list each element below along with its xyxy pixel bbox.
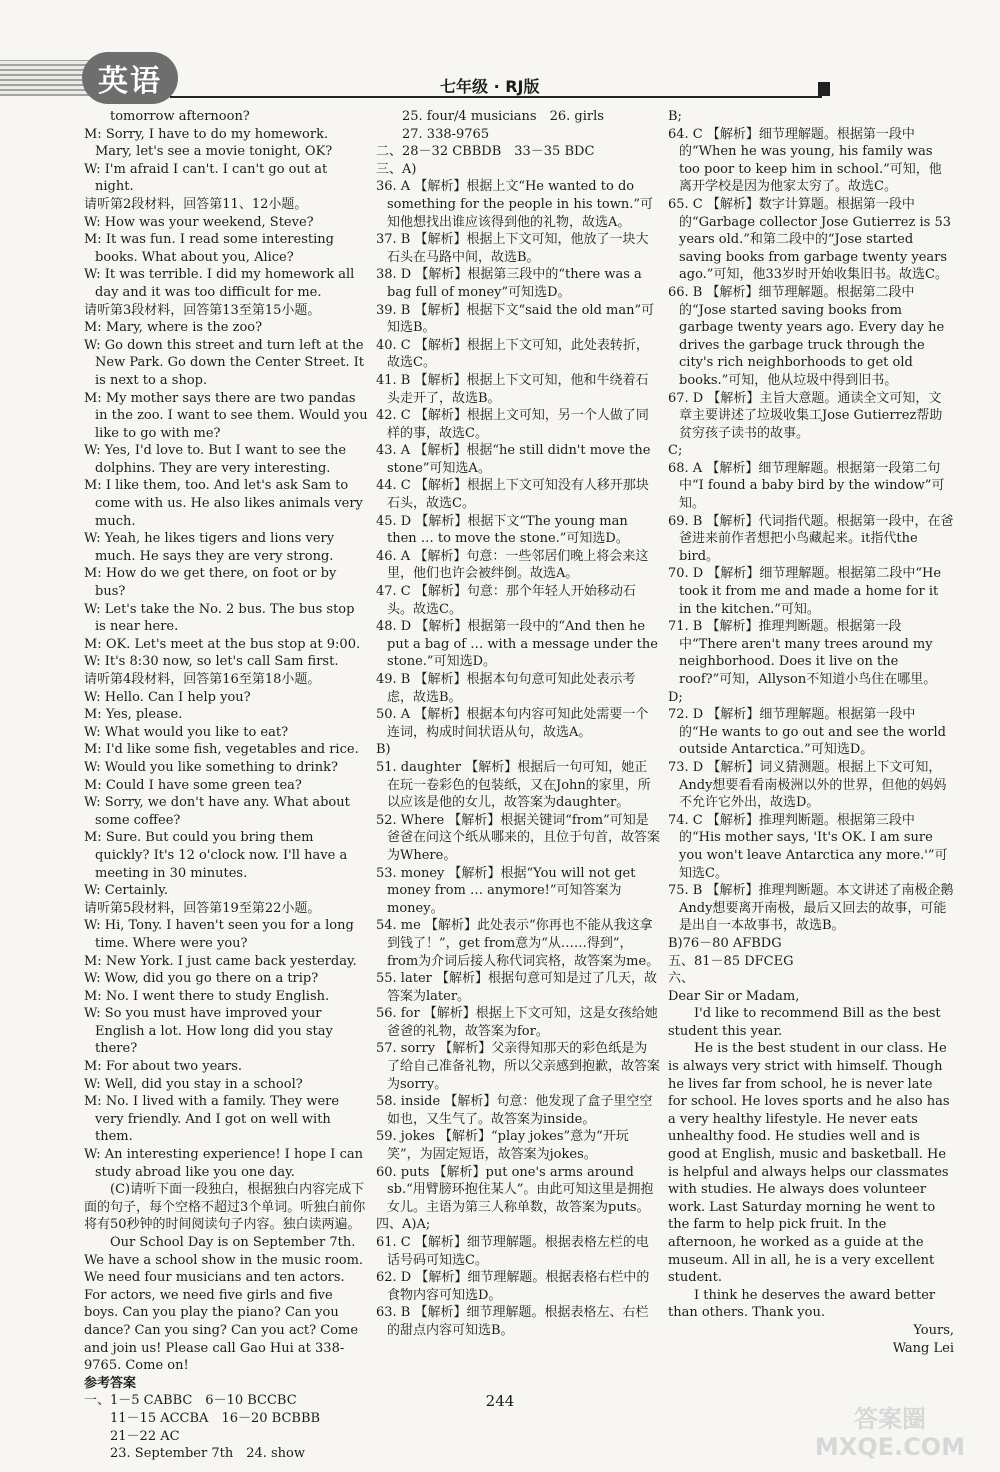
text-line: M: Yes, please. <box>84 707 183 723</box>
text-line: M: How do we get there, on foot or by bus? <box>84 566 337 600</box>
text-line: 三、A) <box>376 161 417 177</box>
text-line: B) <box>376 742 391 758</box>
text-line: 一、1－5 CABBC 6－10 BCCBC <box>84 1393 297 1409</box>
header-rule <box>170 96 822 98</box>
text-line: 42. C 【解析】根据上文可知，另一个人做了同样的事，故选C。 <box>376 408 649 441</box>
watermark-logo: 答案圈 MXQE.COM <box>814 1405 966 1461</box>
text-line: M: Sure. But could you bring them quickly? It's 12 o'clock now. I'll have a meeting in 30 minutes. <box>84 830 348 881</box>
subject-logo: 英语 <box>82 52 178 104</box>
text-line: 73. D 【解析】词义猜测题。根据上下文可知，Andy想要看看南极洲以外的世界，但他的妈妈不允许它外出，故选D。 <box>668 759 947 811</box>
text-line: 48. D 【解析】根据第一段中的“And then he put a bag of … with a message under the stone.”可知选D。 <box>376 619 658 670</box>
text-line: 54. me 【解析】此处表示“你再也不能从我这拿到钱了！”，get from意为“从……得到”，from为介词后接人称代词宾格，故答案为me。 <box>376 918 660 969</box>
text-line: 60. puts 【解析】put one's arms around sb.“用臂膀环抱住某人”。由此可知这里是拥抱女儿。主语为第三人称单数，故答案为puts。 <box>376 1164 654 1215</box>
text-line: C; <box>668 443 683 459</box>
text-line: 67. D 【解析】主旨大意题。通读全文可知，文章主要讲述了垃圾收集工Jose Gutierrez帮助贫穷孩子读书的故事。 <box>668 390 943 441</box>
text-line: Wang Lei <box>892 1340 954 1356</box>
text-line: 56. for 【解析】根据上下文可知，这是女孩给她爸爸的礼物，故答案为for。 <box>376 1006 658 1039</box>
text-line: M: Mary, where is the zoo? <box>84 320 263 336</box>
text-line: 63. B 【解析】细节理解题。根据表格左、右栏的甜点内容可知选B。 <box>376 1305 649 1338</box>
column-right <box>668 108 954 1357</box>
column-middle <box>376 108 660 1340</box>
text-line: 74. C 【解析】推理判断题。根据第三段中的“His mother says, 'It's OK. I am sure you won't leave Antarctica any more.'”可知选C。 <box>668 812 948 881</box>
text-line: M: Could I have some green tea? <box>84 777 302 793</box>
text-line: B; <box>668 109 682 124</box>
text-line: 68. A 【解析】细节理解题。根据第一段第二句中“I found a baby bird by the window”可知。 <box>668 460 945 512</box>
text-line: 五、81－85 DFCEG <box>668 953 794 969</box>
text-line: 57. sorry 【解析】父亲得知那天的彩色纸是为了给自己准备礼物，所以父亲感到抱歉，故答案为sorry。 <box>376 1041 661 1092</box>
text-line: 75. B 【解析】推理判断题。本文讲述了南极企鹅Andy想要离开南极，最后又回去的故事，可能是出自一本故事书，故选B。 <box>668 883 954 934</box>
text-line: 二、28－32 CBBDB 33－35 BDC <box>376 144 595 160</box>
text-line: 62. D 【解析】细节理解题。根据表格右栏中的食物内容可知选D。 <box>376 1270 650 1303</box>
text-line: M: It was fun. I read some interesting books. What about you, Alice? <box>84 232 334 265</box>
text-line: 64. C 【解析】细节理解题。根据第一段中的“When he was young, his family was too poor to keep him in school.”可知，他离开学校是因为他家太穷了。故选C。 <box>668 126 942 195</box>
text-line: 请听第5段材料，回答第19至第22小题。 <box>84 900 321 916</box>
text-line: W: It's 8:30 now, so let's call Sam first. <box>84 654 339 670</box>
text-line: W: So you must have improved your English a lot. How long did you stay there? <box>84 1006 333 1057</box>
text-line: B)76－80 AFBDG <box>668 935 782 951</box>
text-line: 请听第3段材料，回答第13至第15小题。 <box>84 302 321 318</box>
text-line: 44. C 【解析】根据上下文可知没有人移开那块石头，故选C。 <box>376 478 649 512</box>
header-block-icon <box>818 82 830 96</box>
text-line: 58. inside 【解析】句意：他发现了盒子里空空如也，又生气了。故答案为inside。 <box>376 1094 653 1127</box>
text-line: 23. September 7th 24. show <box>110 1446 306 1462</box>
text-line: 72. D 【解析】细节理解题。根据第一段中的“He wants to go out and see the world outside Antarctica.”可知选D。 <box>668 707 946 758</box>
text-line: He is the best student in our class. He is always very strict with himself. Though he lives far from school, he is never late for school. He loves sports and he also has a very healthy lifestyle. He never eats unhealthy food. He studies well and is good at English, music and basketball. He is helpful and always helps our classmates with studies. He always does volunteer work. Last Saturday morning he went to the farm to help pick fruit. In the afternoon, he worked as a guide at the museum. All in all, he is a very excellent student. <box>668 1041 950 1286</box>
text-line: M: I like them, too. And let's ask Sam to come with us. He also likes animals very much. <box>84 478 363 529</box>
text-line: 65. C 【解析】数字计算题。根据第一段中的“Garbage collector Jose Gutierrez is 53 years old.”和第二段中的“Jose started saving books from garbage twenty years ago.”可知，他33岁时开始收集旧书。故选C。 <box>668 196 951 283</box>
page-header <box>0 0 1000 108</box>
text-line: 53. money 【解析】根据“You will not get money from … anymore!”可知答案为money。 <box>376 865 636 916</box>
text-line: M: Sorry, I have to do my homework. Mary, let's see a movie tonight, OK? <box>84 126 333 160</box>
text-line: 49. B 【解析】根据本句句意可知此处表示考虑，故选B。 <box>376 672 636 705</box>
text-line: D; <box>668 689 683 705</box>
text-line: (C)请听下面一段独白，根据独白内容完成下面的句子，每个空格不超过3个单词。听独白前你将有50秒钟的时间阅读句子内容。独白读两遍。 <box>84 1182 366 1233</box>
text-line: W: What would you like to eat? <box>84 724 289 740</box>
text-line: W: Let's take the No. 2 bus. The bus stop is near here. <box>84 601 355 635</box>
text-line: 参考答案 <box>84 1375 137 1391</box>
text-line: 61. C 【解析】细节理解题。根据表格左栏的电话号码可知选C。 <box>376 1235 649 1268</box>
text-line: W: Go down this street and turn left at the New Park. Go down the Center Street. It is next to a shop. <box>84 337 365 388</box>
text-line: Yours, <box>913 1322 954 1338</box>
text-line: W: Sorry, we don't have any. What about some coffee? <box>84 795 350 828</box>
text-line: W: I'm afraid I can't. I can't go out at night. <box>84 161 328 195</box>
text-line: M: OK. Let's meet at the bus stop at 9:00. <box>84 636 361 652</box>
text-line: 47. C 【解析】句意：那个年轻人开始移动石头。故选C。 <box>376 584 636 617</box>
text-line: I'd like to recommend Bill as the best student this year. <box>668 1006 941 1039</box>
text-line: 50. A 【解析】根据本句内容可知此处需要一个连词，构成时间状语从句，故选A。 <box>376 707 649 740</box>
text-line: 52. Where 【解析】根据关键词“from”可知是爸爸在问这个纸从哪来的，且位于句首，故答案为Where。 <box>376 812 661 863</box>
text-line: W: Yeah, he likes tigers and lions very much. He says they are very strong. <box>84 531 335 564</box>
text-line: Dear Sir or Madam, <box>668 988 800 1004</box>
text-line: 71. B 【解析】推理判断题。根据第一段中“There aren't many trees around my neighborhood. Does it live on the roof?”可知，Allyson不知道小鸟住在哪里。 <box>668 619 937 687</box>
text-line: M: My mother says there are two pandas in the zoo. I want to see them. Would you like to go with me? <box>84 390 368 441</box>
text-line: W: Hello. Can I help you? <box>84 689 251 705</box>
page-number: 244 <box>485 1392 515 1410</box>
text-line: 38. D 【解析】根据第三段中的“there was a bag full of money”可知选D。 <box>376 267 642 300</box>
text-line: 37. B 【解析】根据上下文可知，他放了一块大石头在马路中间，故选B。 <box>376 232 649 265</box>
text-line: W: Well, did you stay in a school? <box>84 1076 303 1092</box>
text-line: 55. later 【解析】根据句意可知是过了几天，故答案为later。 <box>376 971 657 1004</box>
text-line: W: Certainly. <box>84 883 169 899</box>
text-line: I think he deserves the award better than others. Thank you. <box>668 1287 936 1321</box>
text-line: 25. four/4 musicians 26. girls <box>402 109 604 124</box>
text-line: 六、 <box>668 971 695 987</box>
text-line: W: Hi, Tony. I haven't seen you for a long time. Where were you? <box>84 918 354 951</box>
text-line: 请听第4段材料，回答第16至第18小题。 <box>84 672 321 687</box>
text-line: W: Would you like something to drink? <box>84 759 338 775</box>
text-line: M: New York. I just came back yesterday. <box>84 953 357 969</box>
text-line: 21－22 AC <box>110 1428 180 1444</box>
text-line: 请听第2段材料，回答第11、12小题。 <box>84 196 308 212</box>
text-line: 39. B 【解析】根据下文“said the old man”可知选B。 <box>376 302 655 336</box>
text-line: W: How was your weekend, Steve? <box>84 214 314 230</box>
text-line: 46. A 【解析】句意：一些邻居们晚上将会来这里，他们也许会被绊倒。故选A。 <box>376 548 649 582</box>
text-line: W: It was terrible. I did my homework all day and it was too difficult for me. <box>84 267 355 300</box>
text-line: M: No. I lived with a family. They were very friendly. And I got on well with them. <box>84 1094 340 1145</box>
text-line: Our School Day is on September 7th. We have a school show in the music room. We need four musicians and ten actors. For actors, we need five girls and five boys. Can you play the piano? Can you dance? Can you sing? Can you act? Come and join us! Please call Gao Hui at 338-9765. Come on! <box>84 1235 364 1374</box>
text-line: 70. D 【解析】细节理解题。根据第二段中“He took it from me and made a home for it in the kitchen.”可知。 <box>668 566 942 617</box>
text-line: M: I'd like some fish, vegetables and rice. <box>84 742 359 758</box>
text-line: W: An interesting experience! I hope I can study abroad like you one day. <box>84 1147 363 1180</box>
grade-edition: 七年级 · RJ版 <box>440 77 540 96</box>
column-left <box>84 108 368 1463</box>
text-line: W: Yes, I'd love to. But I want to see the dolphins. They are very interesting. <box>84 443 347 476</box>
text-line: tomorrow afternoon? <box>110 109 250 124</box>
text-line: 43. A 【解析】根据“he still didn't move the stone”可知选A。 <box>376 443 651 476</box>
text-line: 69. B 【解析】代词指代题。根据第一段中，在爸爸进来前作者想把小鸟藏起来。it指代the bird。 <box>668 513 954 564</box>
text-line: 四、A)A; <box>376 1217 431 1233</box>
text-line: 36. A 【解析】根据上文“He wanted to do something for the people in his town.”可知他想找出谁应该得到他的礼物，故选A。 <box>376 179 653 230</box>
text-line: 11－15 ACCBA 16－20 BCBBB <box>110 1410 321 1426</box>
text-line: 45. D 【解析】根据下文“The young man then … to move the stone.”可知选D。 <box>376 513 629 547</box>
text-line: 40. C 【解析】根据上下文可知，此处表转折，故选C。 <box>376 337 649 371</box>
text-line: 41. B 【解析】根据上下文可知，他和牛绕着石头走开了，故选B。 <box>376 372 649 406</box>
text-line: 27. 338-9765 <box>402 126 490 142</box>
text-line: M: For about two years. <box>84 1059 243 1075</box>
text-line: W: Wow, did you go there on a trip? <box>84 971 319 987</box>
text-line: 51. daughter 【解析】根据后一句可知，她正在玩一卷彩色的包装纸，又在John的家里，所以应该是他的女儿，故答案为daughter。 <box>376 759 651 811</box>
text-line: 59. jokes 【解析】“play jokes”意为“开玩笑”，为固定短语，故答案为jokes。 <box>376 1129 629 1163</box>
text-line: M: No. I went there to study English. <box>84 988 330 1004</box>
text-line: 66. B 【解析】细节理解题。根据第二段中的“Jose started saving books from garbage twenty years ago. Every day he drives the garbage truck through the city's rich neighborhoods to get old books.”可知，他从垃圾中得到旧书。 <box>668 284 945 388</box>
